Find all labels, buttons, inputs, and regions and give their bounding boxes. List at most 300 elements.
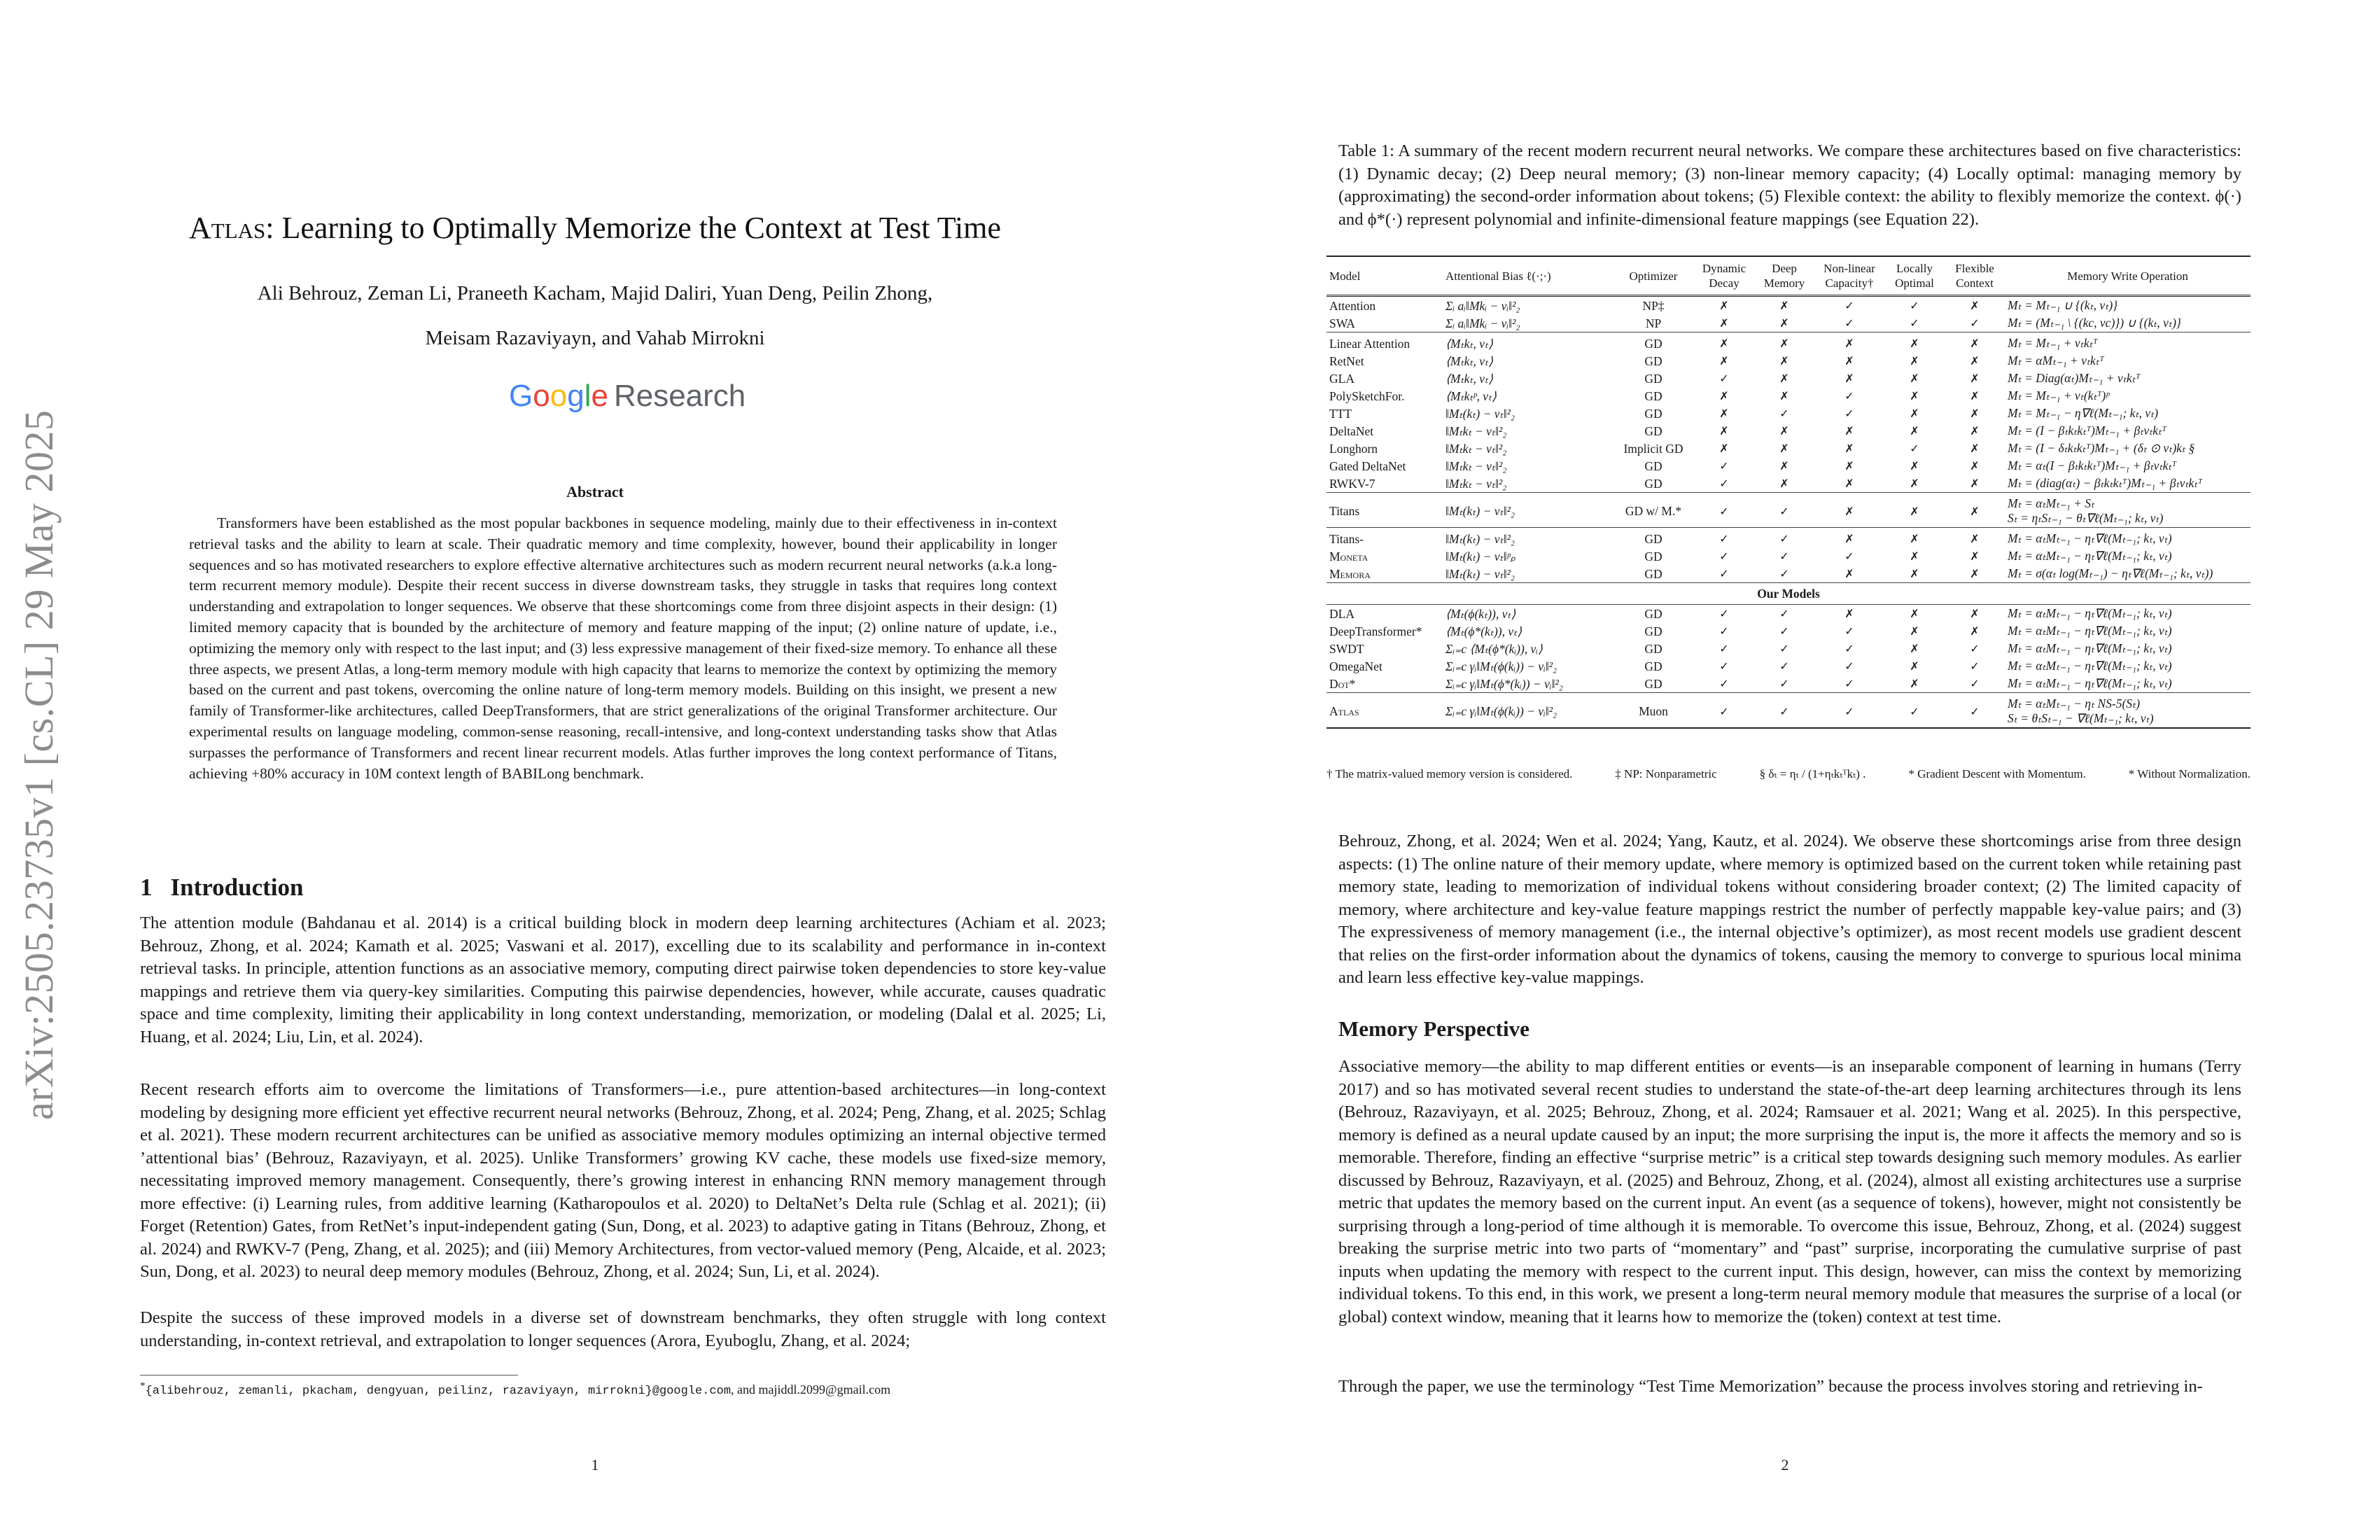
cell-attentional-bias <box>1443 493 1613 528</box>
cell-model-text: SWA <box>1329 316 1355 330</box>
cell-locally-optimal <box>1884 547 1945 565</box>
intro-paragraph-2: Recent research efforts aim to overcome the limitations of Transformers—i.e., pure attention-based architectures—in long-context modeling by designing more efficient yet effective recurrent neural networks (Behrouz, Zhong, et al. 2024; Peng, Zhang, et al. 2025; Schlag et al. 2021). These modern recurrent architectures can be unified as associative memory modules optimizing an internal objective termed ’attentional bias’ (Behrouz, Razaviyayn, et al. 2025). Unlike Transformers’ growing KV cache, these models use fixed-size memory, necessitating improved memory management. Consequently, there’s growing interest in enhancing RNN memory management through more effective: (i) Learning rules, from additive learning (Katharopoulos et al. 2020) to DeltaNet’s Delta rule (Schlag et al. 2021); (ii) Forget (Retention) Gates, from RetNet’s input-independent gating (Sun, Dong, et al. 2023) to adaptive gating in Titans (Behrouz, Zhong, et al. 2024) and RWKV-7 (Peng, Zhang, et al. 2025); and (iii) Memory Architectures, from vector-valued memory (Peng, Alcaide, et al. 2023; Sun, Dong, et al. 2023) to neural deep memory modules (Behrouz, Zhong, et al. 2024; Sun, Li, et al. 2024). <box>140 1080 1106 1281</box>
cell-optimizer-text: GD <box>1644 371 1662 386</box>
cell-attentional-bias <box>1443 693 1613 729</box>
cross-icon: ✗ <box>1970 354 1980 368</box>
cell-attentional-bias-text: ‖Mₜ(kₜ) − vₜ‖²₂ <box>1446 531 1515 546</box>
cell-locally-optimal <box>1884 370 1945 387</box>
cell-memory-write-operation <box>2005 565 2250 583</box>
cell-locally-optimal <box>1884 422 1945 440</box>
cell-flexible-context <box>1945 528 2005 548</box>
cell-optimizer <box>1613 693 1694 729</box>
checkmark-icon: ✓ <box>1719 567 1729 580</box>
comparison-table <box>1326 255 2250 729</box>
checkmark-icon: ✓ <box>1970 704 1980 718</box>
table-row <box>1326 657 2250 675</box>
table-row <box>1326 370 2250 387</box>
checkmark-icon: ✓ <box>1719 704 1729 718</box>
cross-icon: ✗ <box>1779 477 1789 490</box>
cell-dynamic-decay <box>1694 387 1754 405</box>
table-footnotes <box>1326 767 2250 781</box>
cell-attentional-bias-text: ‖Mₜ(kₜ) − vₜ‖²₂ <box>1446 406 1515 421</box>
cell-model <box>1326 296 1443 315</box>
cell-optimizer-text: GD <box>1644 676 1662 691</box>
cell-optimizer-text: GD <box>1644 354 1662 368</box>
our-models-separator-row <box>1326 583 2250 605</box>
logo-letter: o <box>533 379 550 413</box>
section-number: 1 <box>140 874 153 901</box>
cross-icon: ✗ <box>1970 459 1980 472</box>
cell-model-text: Titans <box>1329 504 1360 518</box>
cell-model <box>1326 387 1443 405</box>
cell-nonlinear-capacity <box>1814 314 1884 332</box>
operation-line: Mₜ = αₜMₜ₋₁ − ηₜ∇ℓ(Mₜ₋₁; kₜ, vₜ) <box>2008 641 2172 655</box>
cell-optimizer-text: Muon <box>1639 704 1668 718</box>
cross-icon: ✗ <box>1779 459 1789 472</box>
cell-optimizer <box>1613 370 1694 387</box>
checkmark-icon: ✓ <box>1719 477 1729 490</box>
table-row <box>1326 547 2250 565</box>
cell-optimizer-text: GD <box>1644 606 1662 621</box>
cell-dynamic-decay <box>1694 422 1754 440</box>
checkmark-icon: ✓ <box>1779 532 1789 545</box>
cell-memory-write-operation <box>2005 605 2250 623</box>
cell-deep-memory <box>1754 693 1814 729</box>
cell-optimizer-text: Implicit GD <box>1623 441 1684 456</box>
cell-memory-write-operation <box>2005 387 2250 405</box>
cross-icon: ✗ <box>1719 337 1729 350</box>
cell-model-text: Atlas <box>1329 704 1359 718</box>
cross-icon: ✗ <box>1910 504 1919 518</box>
cell-model <box>1326 528 1443 548</box>
cell-dynamic-decay <box>1694 440 1754 457</box>
cross-icon: ✗ <box>1970 407 1980 420</box>
operation-line: Mₜ = Diag(αₜ)Mₜ₋₁ + vₜkₜᵀ <box>2008 371 2141 385</box>
checkmark-icon: ✓ <box>1844 407 1854 420</box>
cell-optimizer <box>1613 422 1694 440</box>
checkmark-icon: ✓ <box>1844 389 1854 402</box>
logo-research-word: Research <box>613 379 746 413</box>
cell-memory-write-operation <box>2005 657 2250 675</box>
cell-flexible-context <box>1945 387 2005 405</box>
cell-optimizer <box>1613 657 1694 675</box>
cross-icon: ✗ <box>1779 316 1789 330</box>
cell-flexible-context <box>1945 296 2005 315</box>
checkmark-icon: ✓ <box>1779 704 1789 718</box>
cell-dynamic-decay <box>1694 405 1754 422</box>
cell-dynamic-decay <box>1694 370 1754 387</box>
table-row <box>1326 296 2250 315</box>
cell-model-text: Moneta <box>1329 549 1368 564</box>
cell-dynamic-decay <box>1694 314 1754 332</box>
google-research-logo <box>509 379 746 421</box>
cell-nonlinear-capacity <box>1814 422 1884 440</box>
cell-memory-write-operation <box>2005 440 2250 457</box>
intro-paragraph-1: The attention module (Bahdanau et al. 2014) is a critical building block in modern deep learning architectures (Achiam et al. 2023; Behrouz, Zhong, et al. 2024; Kamath et al. 2025; Vaswani et al. 2017), excelling due to its scalability and performance in in-context retrieval tasks. In principle, attention functions as an associative memory, computing direct pairwise token dependencies to store key-value mappings and retrieve them via query-key similarities. Computing this pairwise dependencies, however, while accurate, causes quadratic space and time complexity, limiting their applicability in long context understanding, memorization, or modeling (Dalal et al. 2025; Li, Huang, et al. 2024; Liu, Lin, et al. 2024). <box>140 913 1106 1046</box>
cell-deep-memory <box>1754 314 1814 332</box>
cell-optimizer-text: GD <box>1644 406 1662 421</box>
operation-line: Mₜ = αₜMₜ₋₁ − ηₜ∇ℓ(Mₜ₋₁; kₜ, vₜ) <box>2008 676 2172 690</box>
table-row <box>1326 565 2250 583</box>
cell-flexible-context <box>1945 352 2005 370</box>
cell-locally-optimal <box>1884 675 1945 693</box>
cell-model <box>1326 493 1443 528</box>
cell-nonlinear-capacity <box>1814 440 1884 457</box>
checkmark-icon: ✓ <box>1719 550 1729 563</box>
cell-model-text: Longhorn <box>1329 441 1378 456</box>
cell-deep-memory <box>1754 675 1814 693</box>
cross-icon: ✗ <box>1910 354 1919 368</box>
cross-icon: ✗ <box>1844 607 1854 620</box>
cell-model <box>1326 370 1443 387</box>
cell-locally-optimal <box>1884 657 1945 675</box>
table-note: ‡ NP: Nonparametric <box>1615 767 1717 780</box>
cell-model <box>1326 640 1443 657</box>
cell-flexible-context <box>1945 314 2005 332</box>
cell-model <box>1326 475 1443 493</box>
checkmark-icon: ✓ <box>1779 504 1789 518</box>
cell-model <box>1326 657 1443 675</box>
checkmark-icon: ✓ <box>1970 677 1980 690</box>
cell-attentional-bias-text: ‖Mₜkₜ − vₜ‖²₂ <box>1446 441 1507 456</box>
table-note: † The matrix-valued memory version is considered. <box>1326 767 1573 780</box>
operation-line: Mₜ = αₜMₜ₋₁ − ηₜ∇ℓ(Mₜ₋₁; kₜ, vₜ) <box>2008 531 2172 545</box>
cross-icon: ✗ <box>1844 477 1854 490</box>
cell-model <box>1326 332 1443 353</box>
cell-nonlinear-capacity <box>1814 387 1884 405</box>
cell-attentional-bias <box>1443 622 1613 640</box>
cell-attentional-bias-text: ⟨Mₜ(ϕ*(kₜ)), vₜ⟩ <box>1446 624 1522 638</box>
our-models-label: Our Models <box>1326 583 2250 605</box>
title-rest: : Learning to Optimally Memorize the Context at Test Time <box>265 211 1002 245</box>
cell-attentional-bias <box>1443 296 1613 315</box>
cell-deep-memory <box>1754 657 1814 675</box>
cell-model-text: Titans- <box>1329 531 1364 546</box>
cell-nonlinear-capacity <box>1814 657 1884 675</box>
cross-icon: ✗ <box>1910 477 1919 490</box>
checkmark-icon: ✓ <box>1719 677 1729 690</box>
table-row <box>1326 493 2250 528</box>
table-row <box>1326 675 2250 693</box>
cell-dynamic-decay <box>1694 565 1754 583</box>
cell-optimizer <box>1613 675 1694 693</box>
operation-line: Mₜ = (diag(αₜ) − βₜkₜkₜᵀ)Mₜ₋₁ + βₜvₜkₜᵀ <box>2008 476 2203 490</box>
checkmark-icon: ✓ <box>1910 704 1919 718</box>
cell-attentional-bias-text: ‖Mₜ(kₜ) − vₜ‖²₂ <box>1446 504 1515 518</box>
cell-optimizer <box>1613 475 1694 493</box>
cell-model-text: PolySketchFor. <box>1329 388 1405 403</box>
table-row <box>1326 440 2250 457</box>
cell-locally-optimal <box>1884 565 1945 583</box>
cross-icon: ✗ <box>1779 372 1789 385</box>
authors-line-2: Meisam Razaviyayn, and Vahab Mirrokni <box>425 327 765 349</box>
cell-optimizer <box>1613 622 1694 640</box>
cell-locally-optimal <box>1884 457 1945 475</box>
abstract-text: Transformers have been established as the most popular backbones in sequence modeling, mainly due to their effectiveness in in-context retrieval tasks and the ability to learn at scale. Their quadratic memory and time complexity, however, bound their applicability in longer sequences and so has motivated researchers to explore effective alternative architectures such as modern recurrent neural networks (a.k.a long-term recurrent memory module). Despite their recent success in diverse downstream tasks, they struggle in tasks that requires long context understanding and extrapolation to longer sequences. We observe that these shortcomings come from three disjoint aspects in their design: (1) limited memory capacity that is bounded by the architecture of memory and feature mapping of the input; (2) online nature of update, i.e., optimizing the memory only with respect to the last input; and (3) less expressive management of their fixed-size memory. To enhance all these three aspects, we present Atlas, a long-term memory module with high capacity that learns to memorize the context by optimizing the memory based on the current and past tokens, overcoming the online nature of long-term memory models. Building on this insight, we present a new family of Transformer-like architectures, called DeepTransformers, that are strict generalizations of the original Transformer architecture. Our experimental results on language modeling, common-sense reasoning, recall-intensive, and long-context understanding tasks show that Atlas surpasses the performance of Transformers and recent linear recurrent models. Atlas further improves the long context performance of Titans, achieving +80% accuracy in 10M context length of BABILong benchmark. <box>189 514 1057 782</box>
cross-icon: ✗ <box>1719 354 1729 368</box>
cell-dynamic-decay <box>1694 296 1754 315</box>
cell-flexible-context <box>1945 622 2005 640</box>
cross-icon: ✗ <box>1910 424 1919 438</box>
header-memory-write-operation: Memory Write Operation <box>2067 269 2188 283</box>
cell-locally-optimal <box>1884 528 1945 548</box>
checkmark-icon: ✓ <box>1844 624 1854 638</box>
abstract-heading: Abstract <box>566 483 624 500</box>
cell-attentional-bias <box>1443 422 1613 440</box>
cell-optimizer-text: GD <box>1644 641 1662 656</box>
operation-line: Mₜ = (I − δₜkₜkₜᵀ)Mₜ₋₁ + (δₜ ⊙ vₜ)kₜ § <box>2008 441 2195 455</box>
cell-locally-optimal <box>1884 296 1945 315</box>
cell-flexible-context <box>1945 565 2005 583</box>
cell-attentional-bias-text: ⟨Mₜkₜ, vₜ⟩ <box>1446 371 1494 386</box>
cross-icon: ✗ <box>1844 372 1854 385</box>
cell-model-text: GLA <box>1329 371 1354 386</box>
cell-deep-memory <box>1754 370 1814 387</box>
checkmark-icon: ✓ <box>1719 607 1729 620</box>
cell-deep-memory <box>1754 422 1814 440</box>
table-row <box>1326 405 2250 422</box>
cell-locally-optimal <box>1884 352 1945 370</box>
cell-attentional-bias-text: ‖Mₜ(kₜ) − vₜ‖²₂ <box>1446 566 1515 581</box>
cell-memory-write-operation <box>2005 405 2250 422</box>
cell-memory-write-operation <box>2005 640 2250 657</box>
cell-dynamic-decay <box>1694 352 1754 370</box>
table-caption: Table 1: A summary of the recent modern recurrent neural networks. We compare these architectures based on five characteristics: (1) Dynamic decay; (2) Deep neural memory; (3) non-linear memory capacity; (4) Locally optimal: managing memory by (approximating) the second-order information about tokens; (5) Flexible context: the ability to flexibly memorize the context. ϕ(·) and ϕ*(·) represent polynomial and infinite-dimensional feature mappings (see Equation 22). <box>1338 141 2241 229</box>
checkmark-icon: ✓ <box>1910 442 1919 455</box>
footnote-emails <box>140 1380 890 1398</box>
cell-nonlinear-capacity <box>1814 352 1884 370</box>
table-row <box>1326 352 2250 370</box>
table-row <box>1326 475 2250 493</box>
checkmark-icon: ✓ <box>1719 624 1729 638</box>
cell-model <box>1326 565 1443 583</box>
cell-attentional-bias-text: Σᵢ₌c γᵢ‖Mₜ(ϕ(kᵢ)) − vᵢ‖²₂ <box>1446 704 1558 718</box>
cross-icon: ✗ <box>1844 532 1854 545</box>
checkmark-icon: ✓ <box>1779 642 1789 655</box>
cross-icon: ✗ <box>1779 442 1789 455</box>
cell-nonlinear-capacity <box>1814 622 1884 640</box>
cell-flexible-context <box>1945 457 2005 475</box>
cell-model-text: TTT <box>1329 406 1352 421</box>
arxiv-identifier-stamp[interactable]: arXiv:2505.23735v1 [cs.CL] 29 May 2025 <box>16 410 62 1120</box>
cell-flexible-context <box>1945 332 2005 353</box>
operation-line: Mₜ = (I − βₜkₜkₜᵀ)Mₜ₋₁ + βₜvₜkₜᵀ <box>2008 424 2166 438</box>
checkmark-icon: ✓ <box>1844 299 1854 312</box>
cell-deep-memory <box>1754 493 1814 528</box>
page-2 <box>1190 0 2380 1540</box>
cell-optimizer <box>1613 457 1694 475</box>
header-model: Model <box>1329 269 1361 283</box>
cell-locally-optimal <box>1884 440 1945 457</box>
cell-deep-memory <box>1754 565 1814 583</box>
operation-line: Mₜ = αMₜ₋₁ + vₜkₜᵀ <box>2008 354 2104 368</box>
title-system-name: Atlas <box>188 211 266 245</box>
table-row <box>1326 640 2250 657</box>
cross-icon: ✗ <box>1970 337 1980 350</box>
cell-dynamic-decay <box>1694 475 1754 493</box>
cell-model-text: DeltaNet <box>1329 424 1374 438</box>
cell-optimizer <box>1613 605 1694 623</box>
cell-locally-optimal <box>1884 475 1945 493</box>
cell-memory-write-operation <box>2005 693 2250 729</box>
cell-nonlinear-capacity <box>1814 332 1884 353</box>
cross-icon: ✗ <box>1970 389 1980 402</box>
cell-memory-write-operation <box>2005 352 2250 370</box>
cell-optimizer-text: GD <box>1644 531 1662 546</box>
header-flexible-context: Flexible Context <box>1955 262 1994 290</box>
cross-icon: ✗ <box>1910 677 1919 690</box>
cell-nonlinear-capacity <box>1814 675 1884 693</box>
cell-model-text: Gated DeltaNet <box>1329 458 1406 473</box>
cell-flexible-context <box>1945 605 2005 623</box>
cell-attentional-bias-text: ‖Mₜkₜ − vₜ‖²₂ <box>1446 458 1507 473</box>
cell-memory-write-operation <box>2005 622 2250 640</box>
logo-letter: l <box>584 379 592 413</box>
cross-icon: ✗ <box>1970 424 1980 438</box>
cell-flexible-context <box>1945 693 2005 729</box>
table-body <box>1326 296 2250 729</box>
cell-deep-memory <box>1754 528 1814 548</box>
cell-flexible-context <box>1945 640 2005 657</box>
cell-attentional-bias <box>1443 314 1613 332</box>
cell-dynamic-decay <box>1694 640 1754 657</box>
checkmark-icon: ✓ <box>1844 550 1854 563</box>
cell-dynamic-decay <box>1694 657 1754 675</box>
cell-flexible-context <box>1945 547 2005 565</box>
cell-optimizer <box>1613 565 1694 583</box>
cell-model <box>1326 457 1443 475</box>
cell-attentional-bias-text: ⟨Mₜ(ϕ(kₜ)), vₜ⟩ <box>1446 606 1516 621</box>
cell-deep-memory <box>1754 622 1814 640</box>
checkmark-icon: ✓ <box>1844 659 1854 673</box>
checkmark-icon: ✓ <box>1910 316 1919 330</box>
cross-icon: ✗ <box>1910 372 1919 385</box>
logo-letter: G <box>509 379 533 413</box>
table-note: * Without Normalization. <box>2128 767 2250 780</box>
table-row <box>1326 693 2250 729</box>
cross-icon: ✗ <box>1719 316 1729 330</box>
cell-optimizer-text: NP‡ <box>1642 298 1665 313</box>
checkmark-icon: ✓ <box>1970 659 1980 673</box>
cell-locally-optimal <box>1884 640 1945 657</box>
cross-icon: ✗ <box>1910 389 1919 402</box>
operation-line: Mₜ = Mₜ₋₁ + vₜkₜᵀ <box>2008 336 2098 350</box>
cell-locally-optimal <box>1884 405 1945 422</box>
checkmark-icon: ✓ <box>1779 677 1789 690</box>
checkmark-icon: ✓ <box>1719 659 1729 673</box>
cell-deep-memory <box>1754 547 1814 565</box>
cell-locally-optimal <box>1884 622 1945 640</box>
cell-attentional-bias-text: ⟨Mₜkₜᵖ, vₜ⟩ <box>1446 388 1497 403</box>
cross-icon: ✗ <box>1779 299 1789 312</box>
cell-model-text: SWDT <box>1329 641 1364 656</box>
cell-locally-optimal <box>1884 605 1945 623</box>
cross-icon: ✗ <box>1844 504 1854 518</box>
cell-dynamic-decay <box>1694 693 1754 729</box>
cell-optimizer <box>1613 640 1694 657</box>
cell-model <box>1326 547 1443 565</box>
cell-dynamic-decay <box>1694 547 1754 565</box>
cross-icon: ✗ <box>1970 504 1980 518</box>
cell-optimizer-text: GD <box>1644 549 1662 564</box>
cell-dynamic-decay <box>1694 457 1754 475</box>
cell-memory-write-operation <box>2005 332 2250 353</box>
cell-flexible-context <box>1945 370 2005 387</box>
cell-deep-memory <box>1754 475 1814 493</box>
cell-attentional-bias-text: Σᵢ₌c γᵢ‖Mₜ(ϕ(kᵢ)) − vᵢ‖²₂ <box>1446 659 1558 673</box>
subsection-heading-memory-perspective: Memory Perspective <box>1338 1016 1530 1041</box>
operation-line: Mₜ = Mₜ₋₁ + vₜ(kₜᵀ)ᵖ <box>2008 388 2110 402</box>
table-row <box>1326 605 2250 623</box>
operation-line: Mₜ = αₜMₜ₋₁ − ηₜ NS-5(Sₜ) <box>2008 696 2141 710</box>
cell-memory-write-operation <box>2005 422 2250 440</box>
cross-icon: ✗ <box>1910 550 1919 563</box>
cell-memory-write-operation <box>2005 493 2250 528</box>
cell-model-text: Dot* <box>1329 676 1356 691</box>
cell-dynamic-decay <box>1694 528 1754 548</box>
cell-optimizer <box>1613 352 1694 370</box>
table-row <box>1326 622 2250 640</box>
cross-icon: ✗ <box>1779 337 1789 350</box>
cell-optimizer-text: GD <box>1644 424 1662 438</box>
cell-attentional-bias <box>1443 387 1613 405</box>
cross-icon: ✗ <box>1970 372 1980 385</box>
cell-attentional-bias <box>1443 547 1613 565</box>
cell-model-text: RWKV-7 <box>1329 476 1376 491</box>
table-note: § δₜ = ηₜ / (1+ηₜkₜᵀkₜ) . <box>1759 767 1866 780</box>
operation-line: Mₜ = αₜMₜ₋₁ − ηₜ∇ℓ(Mₜ₋₁; kₜ, vₜ) <box>2008 606 2172 620</box>
cell-deep-memory <box>1754 352 1814 370</box>
checkmark-icon: ✓ <box>1719 459 1729 472</box>
footnote-email-list[interactable]: {alibehrouz, zemanli, pkacham, dengyuan, peilinz, razaviyayn, mirrokni}@google.com <box>145 1385 732 1398</box>
cell-model-text: DLA <box>1329 606 1354 621</box>
cell-optimizer-text: NP <box>1645 316 1662 330</box>
cell-flexible-context <box>1945 405 2005 422</box>
operation-line: Mₜ = (Mₜ₋₁ \ {(kc, vc)}) ∪ {(kₜ, vₜ)} <box>2008 316 2181 330</box>
cross-icon: ✗ <box>1910 659 1919 673</box>
cell-dynamic-decay <box>1694 493 1754 528</box>
cross-icon: ✗ <box>1970 567 1980 580</box>
cross-icon: ✗ <box>1779 424 1789 438</box>
cell-nonlinear-capacity <box>1814 405 1884 422</box>
cell-attentional-bias <box>1443 332 1613 353</box>
cross-icon: ✗ <box>1910 624 1919 638</box>
operation-line: Mₜ = Mₜ₋₁ ∪ {(kₜ, vₜ)} <box>2008 298 2118 312</box>
cell-attentional-bias <box>1443 440 1613 457</box>
operation-line: Mₜ = αₜ(I − βₜkₜkₜᵀ)Mₜ₋₁ + βₜvₜkₜᵀ <box>2008 458 2177 472</box>
cell-locally-optimal <box>1884 693 1945 729</box>
operation-line: Mₜ = αₜMₜ₋₁ − ηₜ∇ℓ(Mₜ₋₁; kₜ, vₜ) <box>2008 549 2172 563</box>
cross-icon: ✗ <box>1844 567 1854 580</box>
cell-nonlinear-capacity <box>1814 547 1884 565</box>
cell-attentional-bias-text: ⟨Mₜkₜ, vₜ⟩ <box>1446 336 1494 351</box>
cell-model-text: Linear Attention <box>1329 336 1410 351</box>
paper-title <box>0 210 1190 246</box>
cell-memory-write-operation <box>2005 296 2250 315</box>
cross-icon: ✗ <box>1970 477 1980 490</box>
cell-model-text: Attention <box>1329 298 1376 313</box>
cell-attentional-bias-text: ⟨Mₜkₜ, vₜ⟩ <box>1446 354 1494 368</box>
cell-nonlinear-capacity <box>1814 605 1884 623</box>
cell-optimizer-text: GD <box>1644 458 1662 473</box>
checkmark-icon: ✓ <box>1719 504 1729 518</box>
footnote-extra-email: , and majiddl.2099@gmail.com <box>731 1382 891 1396</box>
checkmark-icon: ✓ <box>1910 299 1919 312</box>
cell-optimizer-text: GD <box>1644 659 1662 673</box>
cell-flexible-context <box>1945 422 2005 440</box>
operation-line: Mₜ = Mₜ₋₁ − η∇ℓ(Mₜ₋₁; kₜ, vₜ) <box>2008 406 2159 420</box>
cell-nonlinear-capacity <box>1814 640 1884 657</box>
